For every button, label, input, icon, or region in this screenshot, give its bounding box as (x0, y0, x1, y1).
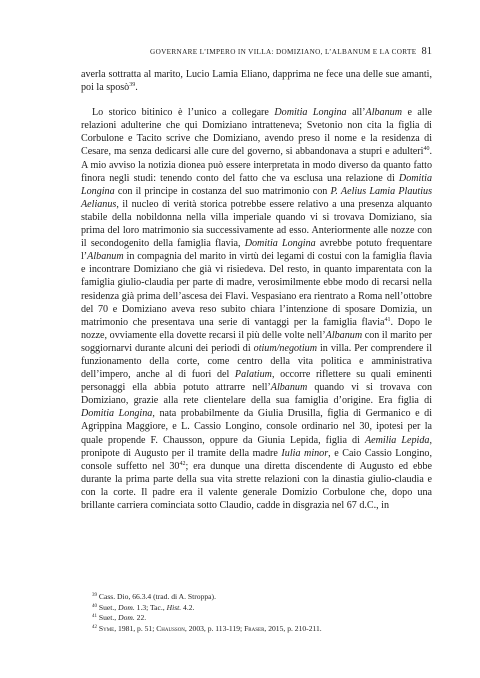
footnote-39: $^{39}$ Cass. Dio, 66.3.4 (trad. di A. Stroppa). (92, 592, 216, 601)
main-text (81, 68, 432, 512)
paragraph-main: Lo storico bitinico è l’unico a collegare Domitia Longina all’Albanum e alle relazioni adulterine che qui Domiziano intratteneva; Svetonio non cita la figlia di Corbulone e Tacito scrive che Domiziano, avendo preso il nome e la residenza di Cesare, ma senza dedicarsi alle cure del governo, si abbandonava a stupri e adulteri$^{40}$. A mio avviso la notizia dionea può essere interpretata in modo diverso da quanto fatto finora negli studi: tenendo conto del fatto che va esclusa una relazione di Domitia Longina con il principe in costanza del suo matrimonio con P. Aelius Lamia Plautius Aelianus, il nucleo di verità storica potrebbe essere relativo a una presenza alquanto stabile della nobildonna nella villa imperiale quando vi si trovava Domiziano, sia prima del loro matrimonio sia successivamente ad esso. Anteriormente alle nozze con il secondogenito della famiglia flavia, Domitia Longina avrebbe potuto frequentare l’Albanum in compagnia del marito in virtù dei legami di costui con la famiglia flavia e incontrare Domiziano che già vi risiedeva. Del resto, in quanto imparentata con la famiglia giulio-claudia per parte di madre, verosimilmente ebbe modo di recarsi nella residenza già prima dell’ascesa dei Flavi. Vespasiano era rientrato a Roma nell’ottobre del 70 e Domiziano aveva reso subito chiara l’intenzione di sposare Domizia, un matrimonio che presentava una serie di vantaggi per la famiglia flavia$^{41}$. Dopo le nozze, ovviamente ella dovette recarsi il più delle volte nell’Albanum con il marito per soggiornarvi durante alcuni dei periodi di otium/negotium in villa. Per comprendere il funzionamento della corte, come centro della vita politica e amministrativa dell’impero, anche al di fuori del Palatium, occorre riflettere su quali eminenti personaggi ella abbia potuto attrarre nell’Albanum quando vi si trovava con Domiziano, grazie alla rete clientelare della sua famiglia d’origine. Era figlia di Domitia Longina, nata probabilmente da Giulia Drusilla, figlia di Germanico e di Agrippina Maggiore, e L. Cassio Longino, console ordinario nel 30, ipotesi per la quale propende F. Chausson, oppure da Giunia Lepida, figlia di Aemilia Lepida, pronipote di Augusto per il tramite della madre Iulia minor, e Caio Cassio Longino, console suffetto nel $30^{42}$; era dunque una diretta discendente di Augusto ed ebbe durante la prima parte della sua vita strette relazioni con la dinastia giulio-claudia e con la corte. Il padre era il valente generale Domizio Corbulone che, dopo una brillante carriera cominciata sotto Claudio, cadde in disgrazia nel 67 d.C., in (81, 107, 433, 511)
footnote-ref-39[interactable]: 39 (129, 82, 136, 89)
footnote-ref-40[interactable]: 40 (423, 146, 430, 153)
footnote-40: $^{40}$ Suet., Dom. 1.3; Tac., Hist. 4.2. (92, 602, 195, 612)
footnote-ref-41[interactable]: 41 (384, 316, 391, 323)
running-head-title: GOVERNARE L’IMPERO IN VILLA: DOMIZIANO, L’ALBANUM E LA CORTE (150, 48, 417, 56)
footnote-ref-42[interactable]: 42 (179, 460, 186, 467)
running-header (0, 46, 432, 57)
footnote-42: $^{42}$ Syme, 1981, p. 51; Chausson, 2003, p. 113-119; Fraser, 2015, p. 210-211. (92, 623, 322, 633)
page-number: 81 (421, 46, 432, 57)
paragraph-continuation: averla sottratta al marito, Lucio Lamia Eliano, dapprima ne fece una delle sue amanti, poi la sposò$^{39}$. (81, 69, 432, 94)
footnote-41: $^{41}$ Suet., Dom. 22. (92, 613, 147, 623)
footnotes (81, 592, 432, 634)
